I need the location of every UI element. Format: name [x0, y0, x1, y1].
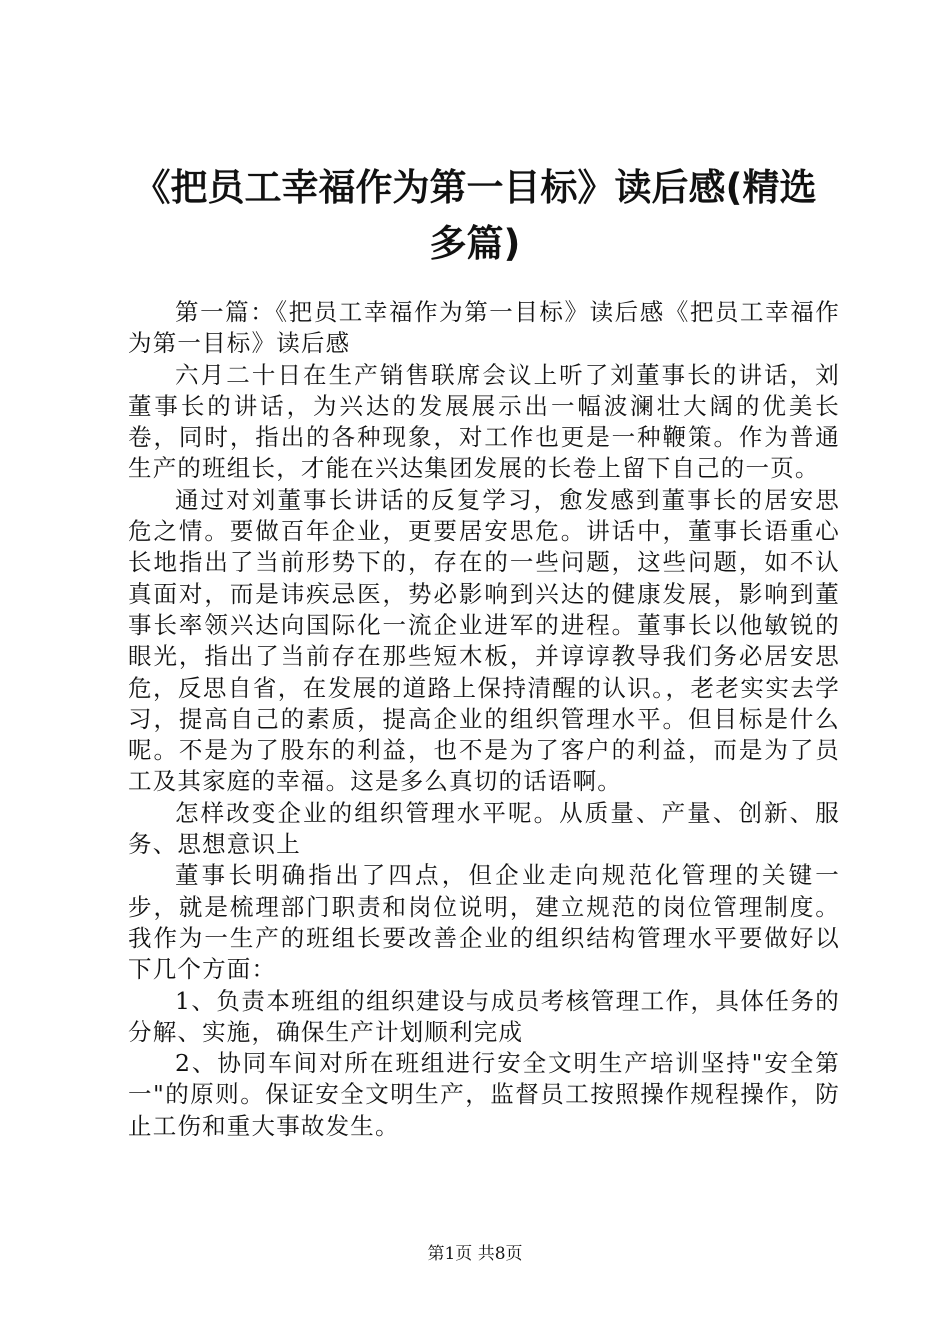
paragraph: 怎样改变企业的组织管理水平呢。从质量、产量、创新、服务、思想意识上	[128, 798, 840, 859]
paragraph: 2、协同车间对所在班组进行安全文明生产培训坚持"安全第一"的原则。保证安全文明生产，监督员工按照操作规程操作，防止工伤和重大事故发生。	[128, 1049, 840, 1140]
document-body	[128, 297, 840, 1142]
paragraph: 第一篇：《把员工幸福作为第一目标》读后感《把员工幸福作为第一目标》读后感	[128, 298, 840, 358]
paragraph: 1、负责本班组的组织建设与成员考核管理工作，具体任务的分解、实施，确保生产计划顺利完成	[128, 986, 840, 1046]
paragraph: 董事长明确指出了四点，但企业走向规范化管理的关键一步，就是梳理部门职责和岗位说明，建立规范的岗位管理制度。我作为一生产的班组长要改善企业的组织结构管理水平要做好以下几个方面：	[128, 861, 840, 984]
page-footer: 第1页 共8页	[427, 1244, 523, 1264]
paragraph: 六月二十日在生产销售联席会议上听了刘董事长的讲话，刘董事长的讲话，为兴达的发展展示出一幅波澜壮大阔的优美长卷，同时，指出的各种现象，对工作也更是一种鞭策。作为普通生产的班组长，才能在兴达集团发展的长卷上留下自己的一页。	[128, 360, 840, 483]
document-title: 《把员工幸福作为第一目标》读后感(精选多篇)	[133, 166, 817, 265]
paragraph: 通过对刘董事长讲话的反复学习，愈发感到董事长的居安思危之情。要做百年企业，更要居安思危。讲话中，董事长语重心长地指出了当前形势下的，存在的一些问题，这些问题，如不认真面对，而是讳疾忌医，势必影响到兴达的健康发展，影响到董事长率领兴达向国际化一流企业进军的进程。董事长以他敏锐的眼光，指出了当前存在那些短木板，并谆谆教导我们务必居安思危，反思自省，在发展的道路上保持清醒的认识。，老老实实去学习，提高自己的素质，提高企业的组织管理水平。但目标是什么呢。不是为了股东的利益，也不是为了客户的利益，而是为了员工及其家庭的幸福。这是多么真切的话语啊。	[128, 485, 840, 796]
